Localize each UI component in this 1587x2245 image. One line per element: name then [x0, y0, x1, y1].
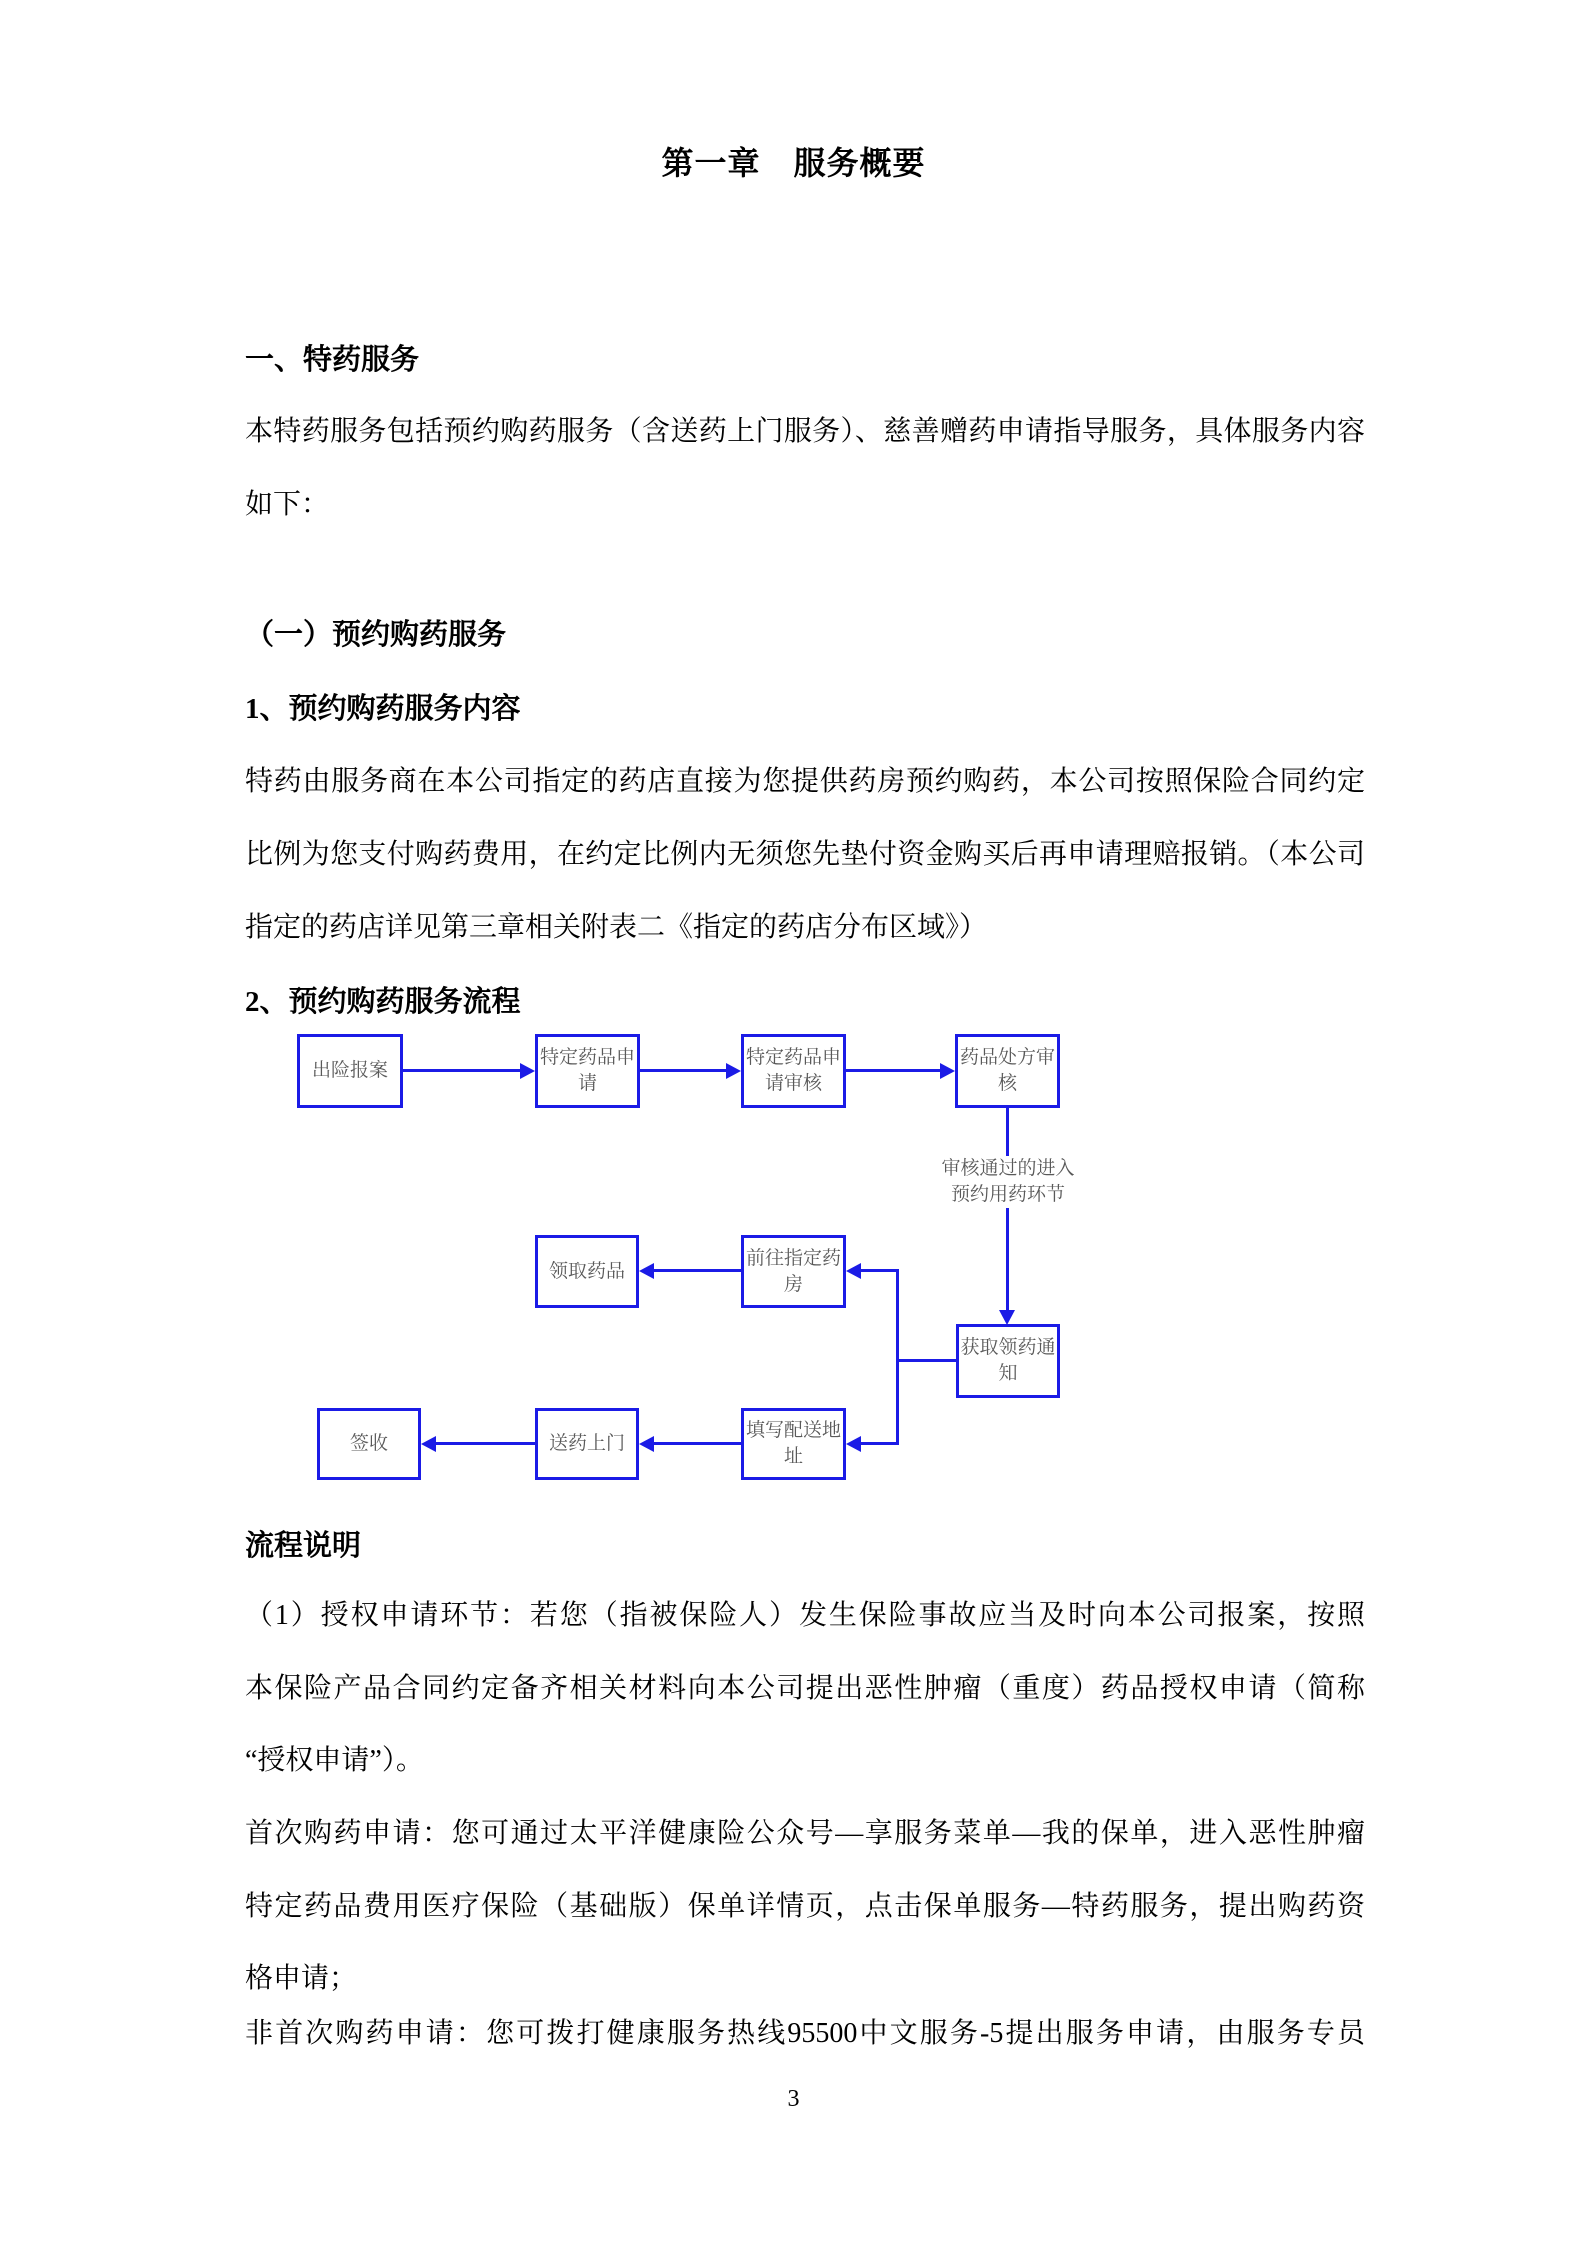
flow-box-sign-receipt: 签收 — [317, 1408, 421, 1480]
flow-edge-label — [930, 1156, 1086, 1208]
arrow-down-icon — [999, 1310, 1015, 1325]
flow-box-goto-pharmacy: 前往指定药房 — [741, 1235, 846, 1308]
connector-line — [860, 1269, 899, 1272]
connector-line — [1006, 1108, 1009, 1310]
connector-line — [897, 1359, 956, 1362]
arrow-left-icon — [639, 1263, 654, 1279]
connector-line — [896, 1269, 899, 1445]
flow-box-application-review: 特定药品申请审核 — [741, 1034, 846, 1108]
section-heading-flow-notes: 流程说明 — [245, 1530, 362, 1562]
paragraph-line: 非首次购药申请：您可拨打健康服务热线95500中文服务-5提出服务申请，由服务专员 — [245, 2018, 1365, 2049]
flow-box-prescription-review: 药品处方审核 — [955, 1034, 1060, 1108]
connector-line — [654, 1269, 741, 1272]
subsection-heading-service-content: 1、预约购药服务内容 — [245, 693, 521, 725]
arrow-right-icon — [520, 1063, 535, 1079]
arrow-right-icon — [940, 1063, 955, 1079]
section-heading-special-drug-service: 一、特药服务 — [245, 344, 420, 376]
flow-box-home-delivery: 送药上门 — [535, 1408, 639, 1480]
connector-line — [403, 1069, 521, 1072]
paragraph-line: 特药由服务商在本公司指定的药店直接为您提供药房预约购药，本公司按照保险合同约定 — [245, 766, 1365, 797]
arrow-left-icon — [421, 1436, 436, 1452]
flow-box-fill-address: 填写配送地址 — [741, 1408, 846, 1480]
paragraph-line: “授权申请”）。 — [245, 1745, 424, 1776]
paragraph-line: （1）授权申请环节：若您（指被保险人）发生保险事故应当及时向本公司报案，按照 — [245, 1600, 1365, 1631]
flow-box-drug-application: 特定药品申请 — [535, 1034, 640, 1108]
paragraph-line: 格申请； — [245, 1963, 358, 1994]
flow-edge-label-line2: 预约用药环节 — [950, 1184, 1065, 1205]
paragraph-line: 本保险产品合同约定备齐相关材料向本公司提出恶性肿瘤（重度）药品授权申请（简称 — [245, 1673, 1365, 1704]
flow-box-report-claim: 出险报案 — [297, 1034, 403, 1108]
paragraph-line: 本特药服务包括预约购药服务（含送药上门服务）、慈善赠药申请指导服务，具体服务内容 — [245, 416, 1365, 447]
chapter-title: 第一章 服务概要 — [661, 145, 926, 181]
paragraph-line: 如下： — [245, 489, 330, 520]
arrow-left-icon — [639, 1436, 654, 1452]
arrow-left-icon — [846, 1263, 861, 1279]
flow-edge-label-line1: 审核通过的进入 — [941, 1158, 1075, 1179]
connector-line — [860, 1442, 899, 1445]
arrow-left-icon — [846, 1436, 861, 1452]
connector-line — [436, 1442, 535, 1445]
connector-line — [846, 1069, 941, 1072]
flow-box-collect-drug: 领取药品 — [535, 1235, 639, 1308]
subsection-heading-service-flow: 2、预约购药服务流程 — [245, 986, 521, 1018]
connector-line — [640, 1069, 727, 1072]
subsection-heading-reserved-purchase: （一）预约购药服务 — [245, 619, 507, 651]
paragraph-line: 比例为您支付购药费用，在约定比例内无须您先垫付资金购买后再申请理赔报销。（本公司 — [245, 839, 1365, 870]
flow-box-pickup-notice: 获取领药通知 — [956, 1324, 1060, 1398]
paragraph-line: 指定的药店详见第三章相关附表二《指定的药店分布区域》） — [245, 912, 988, 943]
paragraph-line: 特定药品费用医疗保险（基础版）保单详情页，点击保单服务—特药服务，提出购药资 — [245, 1891, 1365, 1922]
arrow-right-icon — [726, 1063, 741, 1079]
paragraph-line: 首次购药申请：您可通过太平洋健康险公众号—享服务菜单—我的保单，进入恶性肿瘤 — [245, 1818, 1365, 1849]
page-number: 3 — [787, 2086, 800, 2112]
connector-line — [654, 1442, 741, 1445]
